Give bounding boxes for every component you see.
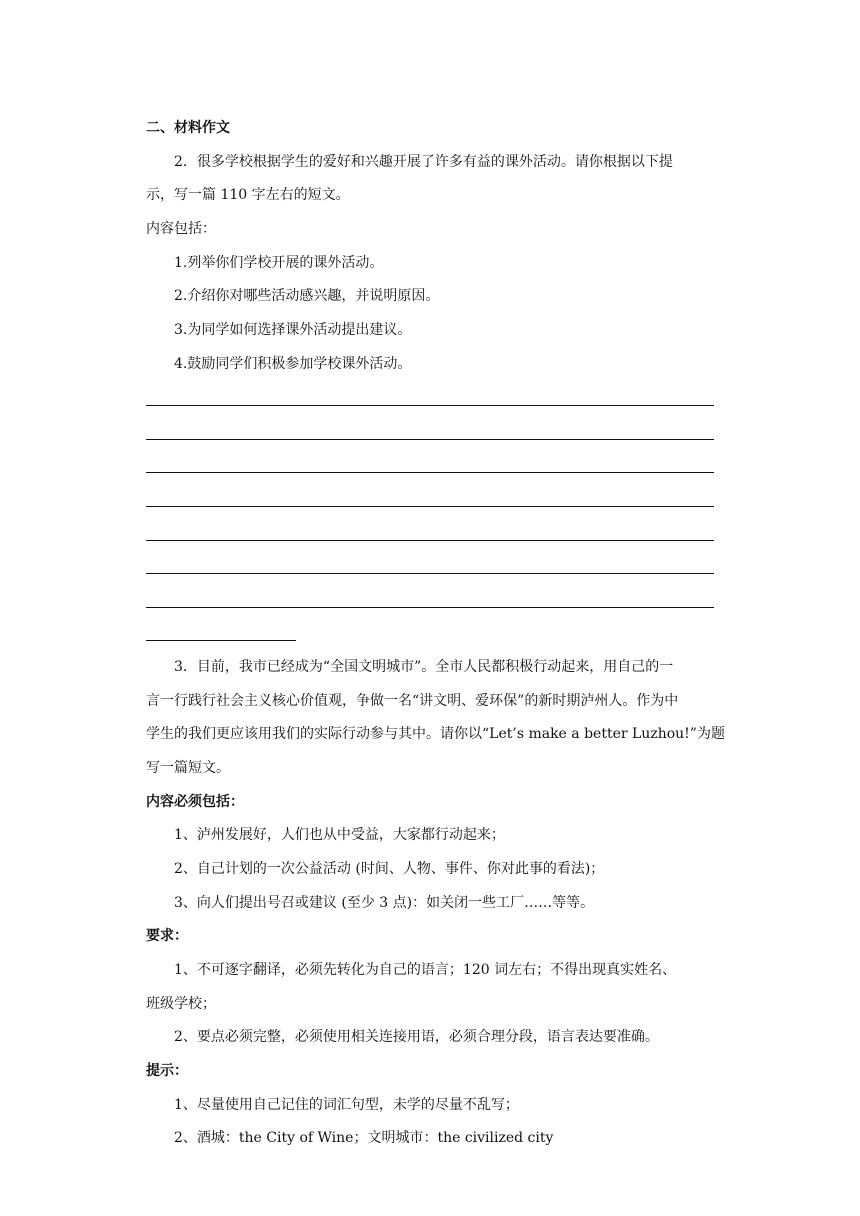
answer-line[interactable] (146, 573, 714, 574)
question-2-intro-line-1: 2．很多学校根据学生的爱好和兴趣开展了许多有益的课外活动。请你根据以下提 (174, 154, 673, 170)
answer-line[interactable] (146, 472, 714, 473)
answer-line[interactable] (146, 439, 714, 440)
question-2-point-2: 2.介绍你对哪些活动感兴趣，并说明原因。 (174, 288, 440, 304)
question-3-intro-line-2: 言一行践行社会主义核心价值观，争做一名“讲文明、爱环保”的新时期泸州人。作为中 (146, 693, 679, 709)
question-3-content-label: 内容必须包括： (146, 794, 244, 810)
question-3-content-point-1: 1、泸州发展好，人们也从中受益，大家都行动起来； (174, 827, 505, 843)
question-3-requirements-label: 要求： (146, 928, 188, 944)
answer-line[interactable] (146, 506, 714, 507)
question-2-point-1: 1.列举你们学校开展的课外活动。 (174, 255, 384, 271)
answer-line[interactable] (146, 405, 714, 406)
answer-line[interactable] (146, 540, 714, 541)
question-2-point-4: 4.鼓励同学们积极参加学校课外活动。 (174, 356, 412, 372)
section-heading: 二、材料作文 (146, 120, 230, 136)
question-3-content-point-3: 3、向人们提出号召或建议 (至少 3 点)：如关闭一些工厂……等等。 (174, 895, 595, 911)
question-3-requirement-1: 1、不可逐字翻译，必须先转化为自己的语言；120 词左右；不得出现真实姓名、 (174, 962, 677, 978)
question-3-requirement-2: 2、要点必须完整，必须使用相关连接用语，必须合理分段，语言表达要准确。 (174, 1029, 659, 1045)
question-3-tip-1: 1、尽量使用自己记住的词汇句型，未学的尽量不乱写； (174, 1097, 519, 1113)
question-2-point-3: 3.为同学如何选择课外活动提出建议。 (174, 322, 412, 338)
question-3-intro-line-1: 3．目前，我市已经成为“全国文明城市”。全市人民都积极行动起来，用自己的一 (174, 659, 674, 675)
question-3-intro-line-3: 学生的我们更应该用我们的实际行动参与其中。请你以“Let’s make a better Luzhou!”为题 (146, 726, 725, 742)
question-3-tips-label: 提示： (146, 1063, 188, 1079)
question-3-requirement-1-cont: 班级学校； (146, 996, 216, 1012)
question-2-content-label: 内容包括： (146, 221, 216, 237)
question-3-tip-2: 2、酒城：the City of Wine；文明城市：the civilized city (174, 1130, 554, 1146)
question-2-intro-line-2: 示，写一篇 110 字左右的短文。 (146, 187, 350, 203)
question-3-intro-line-4: 写一篇短文。 (146, 760, 230, 776)
answer-line[interactable] (146, 607, 714, 608)
question-3-content-point-2: 2、自己计划的一次公益活动 (时间、人物、事件、你对此事的看法)； (174, 861, 605, 877)
answer-line-short[interactable] (146, 640, 296, 641)
